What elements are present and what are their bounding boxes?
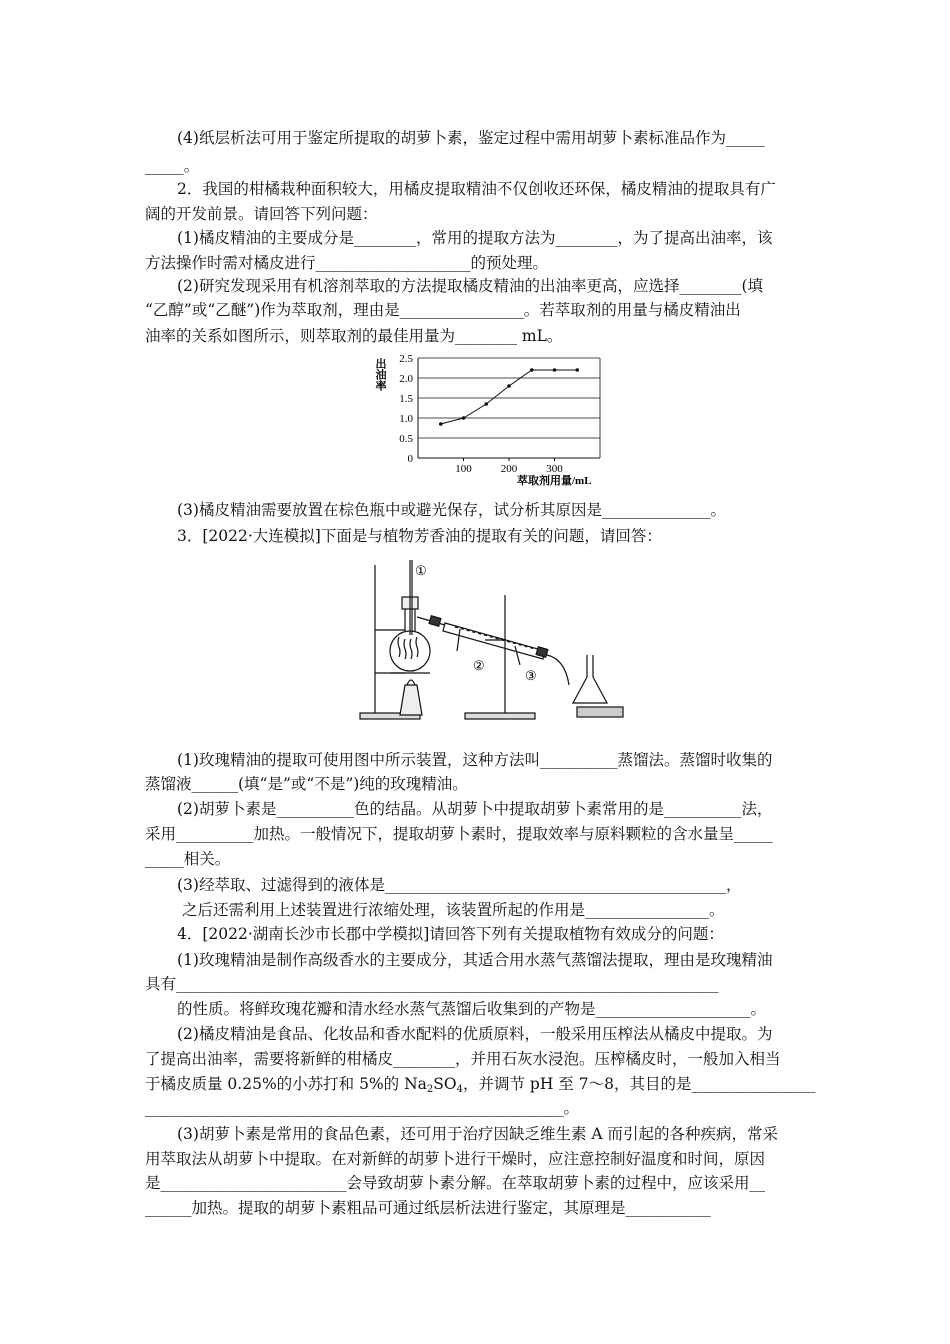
figure-label-1: ① — [415, 563, 427, 578]
q4-part3-line4: ______加热。提取的胡萝卜素粗品可通过纸层析法进行鉴定，其原理是___________ — [145, 1199, 711, 1217]
q2-part2-line2: “乙醇”或“乙醚”)作为萃取剂，理由是________________。若萃取剂的用量与橘皮精油出 — [145, 301, 741, 319]
chart-y-tick-label: 2.0 — [399, 373, 413, 385]
chart-y-tick-label: 1.0 — [399, 413, 413, 425]
q2-part2-line3: 油率的关系如图所示，则萃取剂的最佳用量为________ mL。 — [145, 327, 563, 345]
q4-part2-line3 — [145, 1074, 815, 1100]
q3-part2-line1: (2)胡萝卜素是__________色的结晶。从胡萝卜中提取胡萝卜素常用的是__________法， — [177, 800, 773, 818]
chart-y-tick-label: 2.5 — [399, 353, 413, 365]
chart-x-tick-label: 100 — [455, 463, 472, 475]
chart-xlabel: 萃取剂用量/mL — [517, 475, 592, 487]
chart-point — [439, 422, 443, 426]
q2-stem-line1: 2．我国的柑橘栽种面积较大，用橘皮提取精油不仅创收还环保，橘皮精油的提取具有广 — [177, 180, 776, 198]
q3-stem: 3．[2022·大连模拟]下面是与植物芳香油的提取有关的问题，请回答： — [177, 527, 662, 545]
q4-part1-line3: 的性质。将鲜玫瑰花瓣和清水经水蒸气蒸馏后收集到的产物是____________________。 — [177, 1000, 767, 1018]
figure-label-2: ② — [473, 658, 485, 673]
q4-part2-line2: 了提高出油率，需要将新鲜的柑橘皮________，并用石灰水浸泡。压榨橘皮时，一般加入相当 — [145, 1050, 781, 1068]
chart-y-tick-label: 0 — [407, 453, 413, 465]
q2-part1-line2: 方法操作时需对橘皮进行____________________的预处理。 — [145, 254, 549, 272]
chart-axes — [418, 358, 600, 458]
chart-y-ticks — [399, 353, 413, 465]
chart-point — [553, 368, 557, 372]
q3-part2-line2: 采用__________加热。一般情况下，提取胡萝卜素时，提取效率与原料颗粒的含水量呈_____ — [145, 825, 773, 843]
chart-x-ticks — [455, 458, 563, 475]
q3-part3-line1: (3)经萃取、过滤得到的液体是____________________________________________， — [177, 876, 742, 894]
chart-x-tick-label: 300 — [546, 463, 563, 475]
q2-part2-line1: (2)研究发现采用有机溶剂萃取的方法提取橘皮精油的出油率更高，应选择________(填 — [177, 277, 764, 295]
q4-sub-2: 2 — [426, 1084, 434, 1095]
chart-points — [439, 368, 579, 426]
q4-part2-line3-b: SO — [433, 1075, 457, 1093]
oil-yield-chart — [370, 348, 610, 488]
q4-part3-line1: (3)胡萝卜素是常用的食品色素，还可用于治疗因缺乏维生素 A 而引起的各种疾病，常采 — [177, 1125, 779, 1143]
chart-ylabel: 出油率 — [374, 358, 386, 391]
q3-part1-line2: 蒸馏液______(填“是”或“不是”)纯的玫瑰精油。 — [145, 775, 468, 793]
q2-stem-line2: 阔的开发前景。请回答下列问题： — [145, 205, 378, 223]
figure-label-3: ③ — [525, 668, 537, 683]
q4-part3-line2: 用萃取法从胡萝卜中提取。在对新鲜的胡萝卜进行干燥时，应注意控制好温度和时间，原因 — [145, 1150, 766, 1168]
chart-y-tick-label: 1.5 — [399, 393, 413, 405]
distillation-apparatus-figure — [355, 555, 635, 725]
chart-y-tick-label: 0.5 — [399, 433, 413, 445]
q4-sub-4: 4 — [456, 1084, 463, 1095]
q4-part3-line3: 是________________________会导致胡萝卜素分解。在萃取胡萝卜素的过程中，应该采用__ — [145, 1174, 766, 1192]
q2-part1-line1: (1)橘皮精油的主要成分是________，常用的提取方法为________，为了提高出油率，该 — [177, 229, 773, 247]
q3-part2-line3: _____相关。 — [145, 850, 231, 868]
q3-part1-line1: (1)玫瑰精油的提取可使用图中所示装置，这种方法叫__________蒸馏法。蒸馏时收集的 — [177, 751, 773, 769]
q4-part2-line1: (2)橘皮精油是食品、化妆品和香水配料的优质原料，一般采用压榨法从橘皮中提取。为 — [177, 1025, 773, 1043]
chart-point — [484, 402, 488, 406]
q3-part3-line2: 之后还需利用上述装置进行浓缩处理，该装置所起的作用是________________。 — [182, 901, 725, 919]
q1-part4-line1: (4)纸层析法可用于鉴定所提取的胡萝卜素，鉴定过程中需用胡萝卜素标准品作为_____ — [177, 129, 765, 147]
chart-point — [575, 368, 579, 372]
chart-x-tick-label: 200 — [500, 463, 518, 475]
q4-part2-line4: ______________________________________________________。 — [145, 1099, 580, 1117]
q2-part3: (3)橘皮精油需要放置在棕色瓶中或避光保存，试分析其原因是______________。 — [177, 501, 726, 519]
chart-point — [462, 416, 466, 420]
q4-stem: 4．[2022·湖南长沙市长郡中学模拟]请回答下列有关提取植物有效成分的问题： — [177, 925, 724, 943]
q4-part2-line3-c: ，并调节 pH 至 7～8，其目的是________________ — [463, 1075, 816, 1093]
q4-part1-line2: 具有______________________________________________________________________ — [145, 975, 719, 993]
q1-part4-line2: _____。 — [145, 157, 200, 175]
q4-part2-line3-a: 于橘皮质量 0.25%的小苏打和 5%的 Na — [145, 1075, 427, 1093]
chart-point — [507, 384, 511, 388]
q4-part1-line1: (1)玫瑰精油是制作高级香水的主要成分，其适合用水蒸气蒸馏法提取，理由是玫瑰精油 — [177, 951, 773, 969]
chart-point — [530, 368, 534, 372]
